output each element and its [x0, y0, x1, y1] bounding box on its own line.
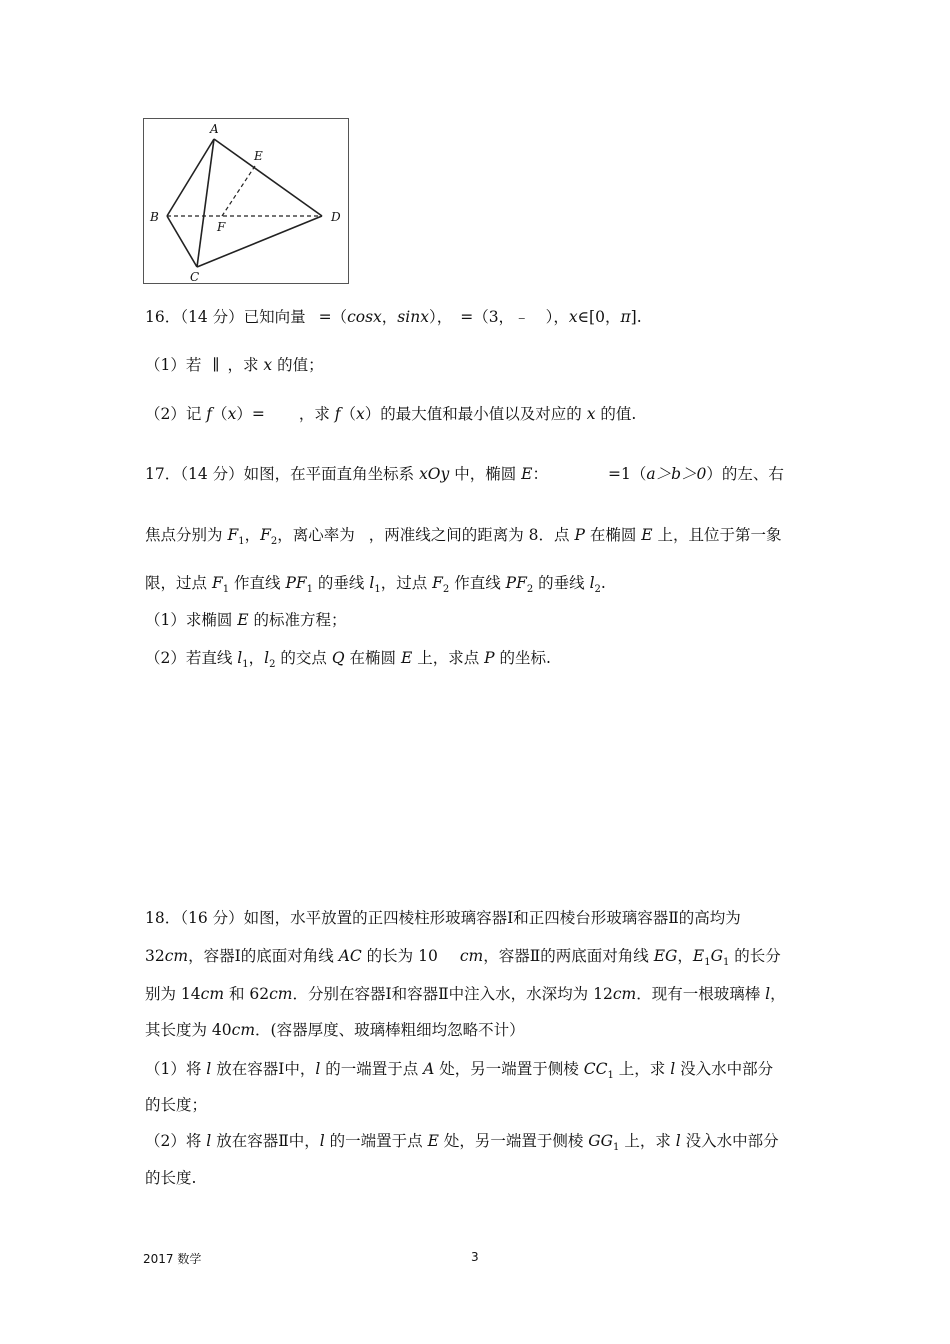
q16-stem: 16．（14 分）已知向量 =（cosx，sinx）， =（3，﹣ ），x∈[0，π].: [145, 308, 642, 326]
q17-line3: 限，过点 $F_1$ 作直线 $PF_1$ 的垂线 $l_1$，过点 $F_2$ 作直线 $PF_2$ 的垂线 $l_2$.: [145, 574, 606, 595]
q18-part2-cont: 的长度.: [145, 1169, 197, 1187]
tetrahedron-figure: [143, 118, 349, 284]
edge-BC: [167, 216, 197, 267]
tetrahedron-diagram: [144, 119, 350, 285]
q17-line2: 焦点分别为 $F_1$，$F_2$，离心率为 ，两准线之间的距离为 8．点 P 在椭圆 E 上，且位于第一象: [145, 526, 782, 547]
edge-AC: [197, 139, 214, 267]
label-E: E: [254, 149, 263, 163]
label-F: F: [217, 220, 226, 234]
edge-AB: [167, 139, 214, 216]
label-A: A: [210, 122, 219, 136]
q18-part1: （1）将 l 放在容器Ⅰ中，l 的一端置于点 A 处，另一端置于侧棱 $CC_1$ 上，求 l 没入水中部分: [145, 1060, 774, 1081]
q18-line2: 32cm，容器Ⅰ的底面对角线 AC 的长为 10 cm，容器Ⅱ的两底面对角线 EG，$E_1G_1$ 的长分: [145, 947, 781, 968]
q18-line3: 别为 14cm 和 62cm．分别在容器Ⅰ和容器Ⅱ中注入水，水深均为 12cm．现有一根玻璃棒 l，: [145, 985, 786, 1003]
q18-part1-cont: 的长度；: [145, 1096, 208, 1114]
q17-part2: （2）若直线 $l_1$，$l_2$ 的交点 Q 在椭圆 E 上，求点 P 的坐标.: [145, 649, 551, 670]
q18-line1: 18．（16 分）如图，水平放置的正四棱柱形玻璃容器Ⅰ和正四棱台形玻璃容器Ⅱ的高均为: [145, 909, 741, 927]
q17-line1: 17．（14 分）如图，在平面直角坐标系 xOy 中，椭圆 E： =1（a＞b＞0）的左、右: [145, 465, 784, 483]
q18-part2: （2）将 l 放在容器Ⅱ中，l 的一端置于点 E 处，另一端置于侧棱 $GG_1$ 上，求 l 没入水中部分: [145, 1132, 779, 1153]
segment-EF-hidden: [222, 166, 255, 216]
label-B: B: [150, 210, 159, 224]
edge-CD: [197, 216, 322, 267]
footer-label: 2017 数学: [143, 1252, 202, 1266]
label-C: C: [190, 270, 200, 284]
page-number: 3: [471, 1250, 479, 1264]
q16-part2: （2）记 f（x）= ，求 f（x）的最大值和最小值以及对应的 x 的值.: [145, 405, 637, 423]
label-D: D: [331, 210, 341, 224]
q16-part1: （1）若 ∥ ，求 x 的值；: [145, 356, 324, 374]
q18-line4: 其长度为 40cm．(容器厚度、玻璃棒粗细均忽略不计）: [145, 1021, 525, 1039]
q17-part1: （1）求椭圆 E 的标准方程；: [145, 611, 347, 629]
